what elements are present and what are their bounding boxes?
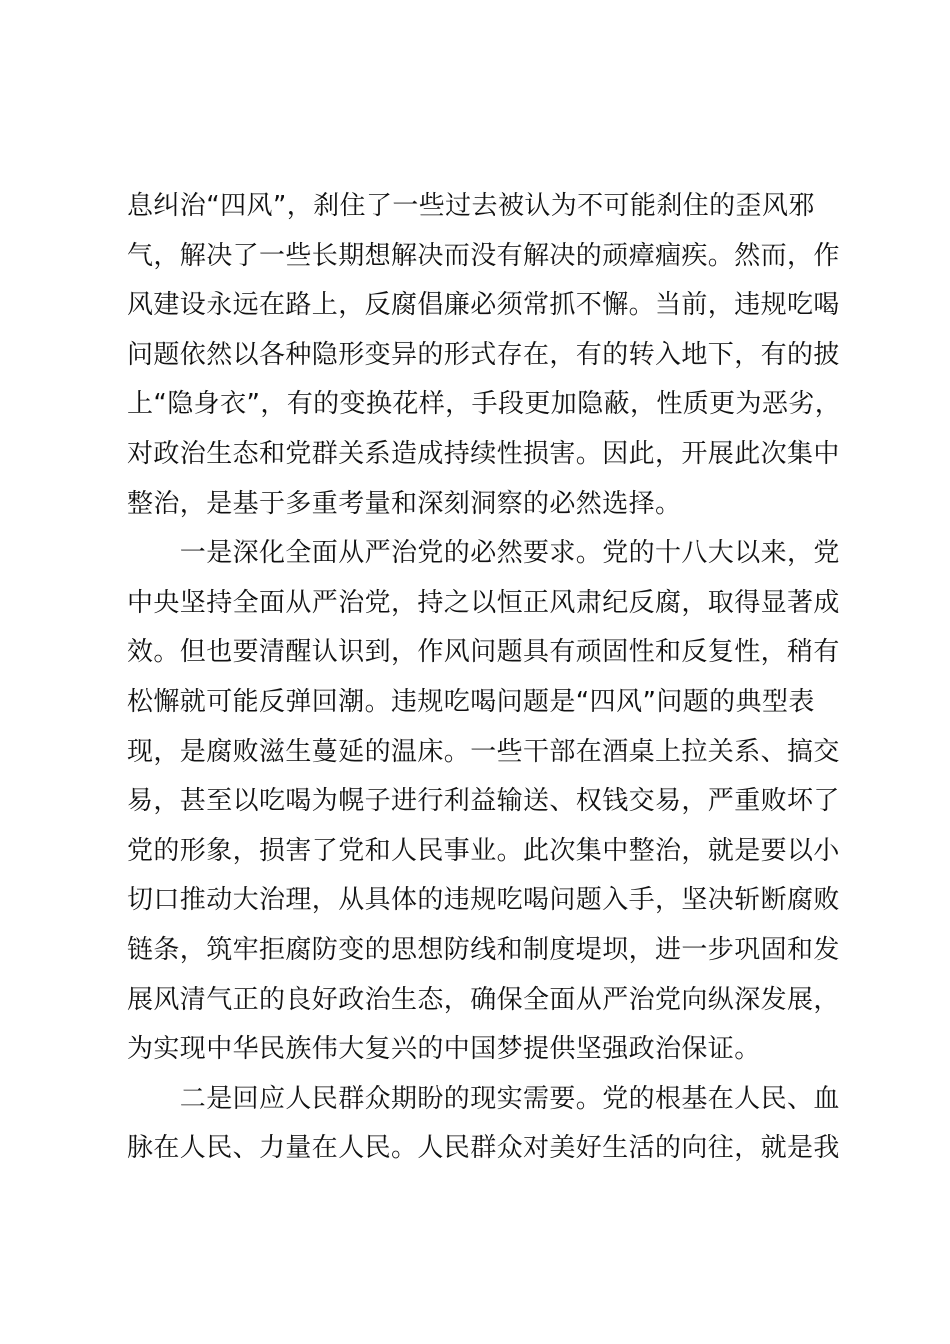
body-text	[127, 182, 857, 1174]
text-line: 息纠治“四风”，刹住了一些过去被认为不可能刹住的歪风邪	[127, 191, 815, 221]
text-line: 易，甚至以吃喝为幌子进行利益输送、权钱交易，严重败坏了	[127, 786, 840, 817]
text-line: 效。但也要清醒认识到，作风问题具有顽固性和反复性，稍有	[127, 637, 840, 668]
text-line: 问题依然以各种隐形变异的形式存在，有的转入地下，有的披	[127, 339, 840, 370]
text-line: 松懈就可能反弹回潮。违规吃喝问题是“四风”问题的典型表	[127, 686, 815, 717]
text-line: 展风清气正的良好政治生态，确保全面从严治党向纵深发展，	[127, 984, 840, 1015]
text-line: 为实现中华民族伟大复兴的中国梦提供坚强政治保证。	[127, 1034, 761, 1065]
text-line: 党的形象，损害了党和人民事业。此次集中整治，就是要以小	[127, 835, 840, 866]
text-line: 风建设永远在路上，反腐倡廉必须常抓不懈。当前，违规吃喝	[127, 290, 840, 321]
text-line: 切口推动大治理，从具体的违规吃喝问题入手，坚决斩断腐败	[127, 885, 840, 916]
text-line: 二是回应人民群众期盼的现实需要。党的根基在人民、血	[127, 1083, 840, 1114]
text-line: 一是深化全面从严治党的必然要求。党的十八大以来，党	[127, 538, 840, 569]
text-line: 整治，是基于多重考量和深刻洞察的必然选择。	[127, 488, 682, 519]
text-line: 中央坚持全面从严治党，持之以恒正风肃纪反腐，取得显著成	[127, 587, 840, 618]
text-line: 气，解决了一些长期想解决而没有解决的顽瘴痼疾。然而，作	[127, 240, 840, 271]
text-line: 上“隐身衣”，有的变换花样，手段更加隐蔽，性质更为恶劣，	[127, 389, 842, 420]
text-line: 对政治生态和党群关系造成持续性损害。因此，开展此次集中	[127, 438, 840, 469]
text-line: 脉在人民、力量在人民。人民群众对美好生活的向往，就是我	[127, 1133, 840, 1164]
text-line: 现，是腐败滋生蔓延的温床。一些干部在酒桌上拉关系、搞交	[127, 736, 840, 767]
text-line: 链条，筑牢拒腐防变的思想防线和制度堤坝，进一步巩固和发	[127, 934, 840, 965]
